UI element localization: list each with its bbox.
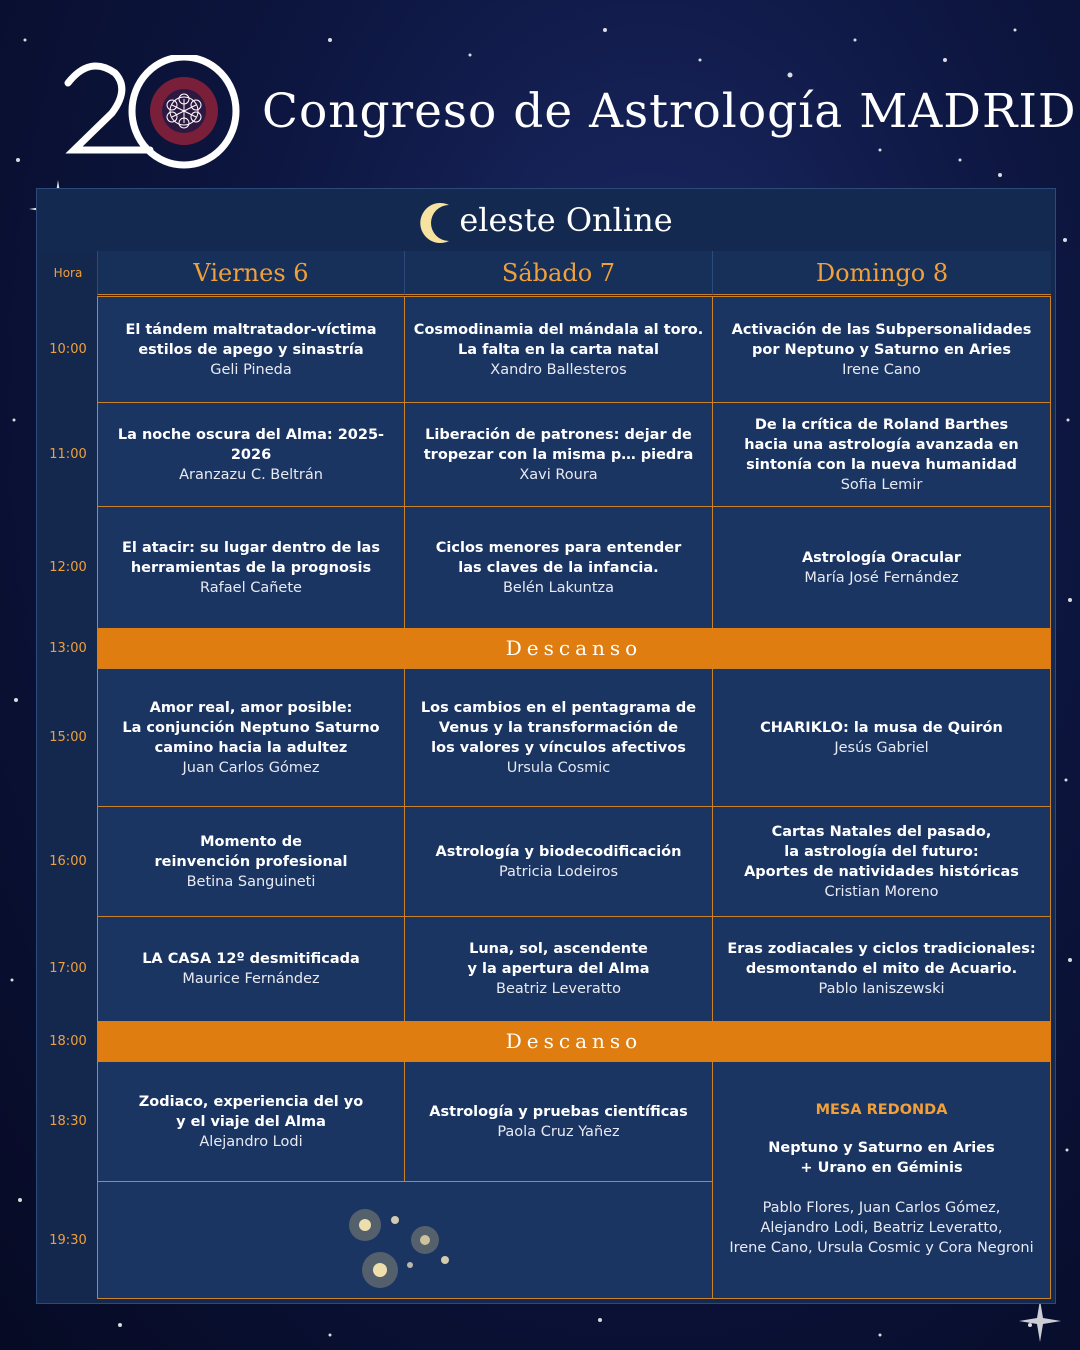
hora-label: Hora: [39, 251, 97, 295]
session-cell: [712, 916, 1051, 1022]
session-speaker: Rafael Cañete: [200, 579, 302, 596]
session-title: CHARIKLO: la musa de Quirón: [760, 719, 1003, 736]
page-title: Congreso de Astrología MADRID: [262, 84, 1077, 139]
session-speaker: Maurice Fernández: [182, 971, 320, 987]
empty-slot: [97, 1181, 713, 1299]
hour-label: 15:00: [39, 668, 97, 806]
mesa-redonda-heading: MESA REDONDA: [815, 1102, 948, 1118]
hour-label: 13:00: [39, 628, 97, 668]
day-header-viernes: Viernes 6: [97, 251, 404, 295]
session-title: El tándem maltratador-víctima estilos de apego y sinastría: [125, 321, 377, 358]
crescent-moon-icon: [419, 201, 457, 245]
session-cell: [404, 806, 713, 917]
session-cell: [712, 402, 1051, 507]
session-speaker: María José Fernández: [804, 569, 959, 586]
session-speaker: Geli Pineda: [210, 361, 292, 378]
session-title: Los cambios en el pentagrama de Venus y la transformación de los valores y vínculos afectivos: [420, 699, 697, 756]
session-speaker: Patricia Lodeiros: [498, 863, 619, 880]
session-speaker: Beatriz Leveratto: [496, 981, 621, 997]
hour-label: 16:00: [39, 806, 97, 916]
session-cell: [712, 806, 1051, 917]
session-cell: [97, 668, 405, 807]
session-cell: [97, 916, 405, 1022]
hour-label: 17:00: [39, 916, 97, 1021]
session-title: Ciclos menores para entender las claves de la infancia.: [435, 539, 682, 576]
session-title: Cosmodinamia del mándala al toro. La falta en la carta natal: [413, 321, 704, 358]
mesa-redonda-cell: [712, 1061, 1051, 1299]
session-cell: [97, 296, 405, 403]
hour-label: 11:00: [39, 402, 97, 506]
hour-label: 12:00: [39, 506, 97, 628]
mesa-redonda-speakers: Pablo Flores, Juan Carlos Gómez, Alejandro Lodi, Beatriz Leveratto, Irene Cano, Ursula Cosmic y Cora Negroni: [729, 1200, 1034, 1256]
session-cell: [404, 506, 713, 629]
hour-label: 18:00: [39, 1021, 97, 1061]
session-cell: [712, 506, 1051, 629]
session-speaker: Cristian Moreno: [824, 883, 939, 900]
subtitle: [37, 189, 1055, 249]
session-cell: [404, 1061, 713, 1182]
session-title: Astrología Oracular: [801, 549, 962, 566]
session-speaker: Ursula Cosmic: [506, 759, 611, 776]
session-speaker: Pablo Ianiszewski: [818, 981, 945, 997]
session-title: Momento de reinvención profesional: [154, 833, 348, 870]
session-cell: [712, 668, 1051, 807]
session-cell: [97, 402, 405, 507]
session-speaker: Juan Carlos Gómez: [182, 759, 320, 776]
break-bar: Descanso: [97, 628, 1051, 668]
hour-label: 19:30: [39, 1181, 97, 1299]
session-speaker: Xavi Roura: [519, 466, 598, 483]
day-header-domingo: Domingo 8: [712, 251, 1051, 295]
session-speaker: Aranzazu C. Beltrán: [179, 466, 323, 483]
sparkle-decoration: [305, 1185, 505, 1295]
session-speaker: Betina Sanguineti: [186, 873, 316, 890]
session-title: Luna, sol, ascendente y la apertura del Alma: [467, 941, 650, 977]
session-cell: [404, 402, 713, 507]
session-speaker: Xandro Ballesteros: [490, 361, 627, 378]
schedule-board: [36, 188, 1056, 1304]
hour-label: 18:30: [39, 1061, 97, 1181]
day-header-sabado: Sábado 7: [404, 251, 712, 295]
header: [0, 40, 1080, 190]
session-cell: [404, 296, 713, 403]
session-title: Cartas Natales del pasado, la astrología del futuro: Aportes de natividades históricas: [744, 823, 1019, 880]
session-title: Eras zodiacales y ciclos tradicionales: desmontando el mito de Acuario.: [727, 941, 1036, 977]
congress-logo: [60, 55, 250, 175]
session-title: La noche oscura del Alma: 2025-2026: [117, 426, 385, 463]
hour-label: 10:00: [39, 296, 97, 402]
session-title: Liberación de patrones: dejar de tropezar con la misma p… piedra: [423, 426, 694, 463]
break-bar: Descanso: [97, 1021, 1051, 1061]
session-speaker: Paola Cruz Yañez: [497, 1123, 620, 1140]
session-cell: [97, 806, 405, 917]
session-title: Activación de las Subpersonalidades por Neptuno y Saturno en Aries: [731, 321, 1032, 358]
session-title: De la crítica de Roland Barthes hacia una astrología avanzada en sintonía con la nueva humanidad: [744, 416, 1019, 473]
session-cell: [97, 506, 405, 629]
session-cell: [97, 1061, 405, 1182]
session-title: Astrología y biodecodificación: [435, 843, 682, 860]
session-speaker: Jesús Gabriel: [834, 739, 929, 756]
session-speaker: Alejandro Lodi: [199, 1133, 303, 1150]
session-cell: [404, 916, 713, 1022]
session-title: LA CASA 12º desmitificada: [142, 951, 360, 967]
mesa-redonda-title: Neptuno y Saturno en Aries + Urano en Géminis: [768, 1140, 995, 1176]
session-cell: [712, 296, 1051, 403]
session-title: Zodiaco, experiencia del yo y el viaje del Alma: [138, 1093, 364, 1130]
session-title: El atacir: su lugar dentro de las herramientas de la prognosis: [122, 539, 380, 576]
session-title: Amor real, amor posible: La conjunción Neptuno Saturno camino hacia la adultez: [122, 699, 380, 756]
session-title: Astrología y pruebas científicas: [429, 1103, 688, 1120]
session-speaker: Irene Cano: [842, 361, 921, 378]
session-speaker: Belén Lakuntza: [502, 579, 615, 596]
session-speaker: Sofia Lemir: [840, 476, 923, 493]
subtitle-text: eleste Online: [459, 201, 673, 239]
session-cell: [404, 668, 713, 807]
